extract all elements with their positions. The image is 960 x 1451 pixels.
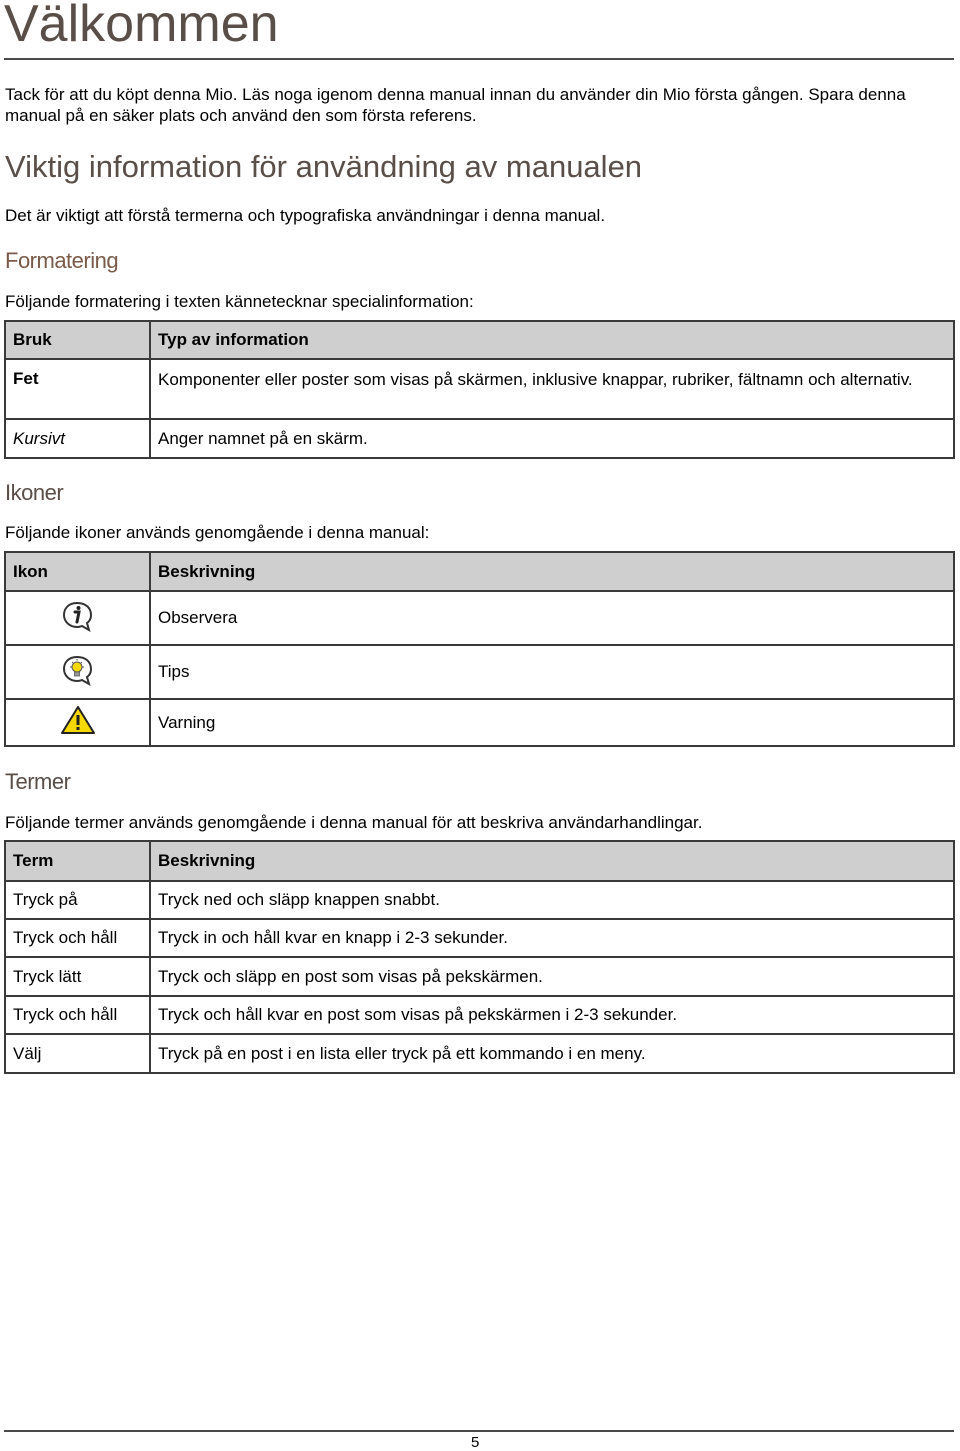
column-header-term: Term: [5, 841, 150, 881]
description-cell: Tryck och håll kvar en post som visas på pekskärmen i 2-3 sekunder.: [150, 996, 954, 1034]
page-number: 5: [471, 1434, 480, 1451]
description-cell: Tips: [150, 645, 954, 699]
description-cell: Tryck och släpp en post som visas på pekskärmen.: [150, 957, 954, 996]
term-cell: Tryck lätt: [5, 957, 150, 996]
table-row: [5, 919, 954, 957]
column-header-icon: Ikon: [5, 552, 150, 591]
table-row: [5, 699, 954, 746]
term-cell: Tryck på: [5, 881, 150, 919]
table-header-row: [5, 841, 954, 881]
terms-intro: Följande termer används genomgående i denna manual för att beskriva användarhandlingar.: [5, 813, 703, 832]
formatting-intro: Följande formatering i texten kännetecknar specialinformation:: [5, 292, 474, 311]
title-rule: [4, 58, 954, 60]
column-header-description: Beskrivning: [150, 841, 954, 881]
icons-table: [4, 551, 955, 747]
formatting-table: [4, 320, 955, 459]
formatting-heading: Formatering: [5, 248, 119, 273]
table-row: [5, 419, 954, 458]
table-header-row: [5, 321, 954, 359]
table-row: [5, 359, 954, 419]
icon-cell: [5, 645, 150, 699]
footer-rule: [4, 1430, 954, 1432]
info-cell: Anger namnet på en skärm.: [150, 419, 954, 458]
section-heading: Viktig information för användning av manualen: [5, 149, 643, 184]
description-cell: Tryck in och håll kvar en knapp i 2-3 sekunder.: [150, 919, 954, 957]
table-row: [5, 1034, 954, 1073]
term-cell: Tryck och håll: [5, 996, 150, 1034]
lightbulb-speech-bubble-icon: [61, 654, 95, 686]
section-text: Det är viktigt att förstå termerna och typografiska användningar i denna manual.: [5, 206, 606, 225]
usage-bold-cell: Fet: [5, 359, 150, 419]
icons-heading: Ikoner: [5, 480, 64, 505]
description-cell: Varning: [150, 699, 954, 746]
icon-cell: [5, 591, 150, 645]
warning-triangle-icon: [60, 705, 96, 735]
usage-italic-cell: Kursivt: [5, 419, 150, 458]
column-header-info: Typ av information: [150, 321, 954, 359]
description-cell: Observera: [150, 591, 954, 645]
column-header-description: Beskrivning: [150, 552, 954, 591]
info-cell: Komponenter eller poster som visas på skärmen, inklusive knappar, rubriker, fältnamn och alternativ.: [150, 359, 954, 419]
table-row: [5, 881, 954, 919]
icons-intro: Följande ikoner används genomgående i denna manual:: [5, 523, 430, 542]
table-row: [5, 996, 954, 1034]
table-row: [5, 645, 954, 699]
term-cell: Välj: [5, 1034, 150, 1073]
table-header-row: [5, 552, 954, 591]
table-row: [5, 957, 954, 996]
icon-cell: [5, 699, 150, 746]
page-title: Välkommen: [4, 0, 279, 53]
description-cell: Tryck ned och släpp knappen snabbt.: [150, 881, 954, 919]
intro-paragraph: Tack för att du köpt denna Mio. Läs noga igenom denna manual innan du använder din Mio första gången. Spara denna manual på en säker plats och använd den som första referens.: [5, 85, 906, 125]
info-speech-bubble-icon: [61, 600, 95, 632]
description-cell: Tryck på en post i en lista eller tryck på ett kommando i en meny.: [150, 1034, 954, 1073]
term-cell: Tryck och håll: [5, 919, 150, 957]
column-header-usage: Bruk: [5, 321, 150, 359]
terms-heading: Termer: [5, 769, 71, 794]
terms-table: [4, 840, 955, 1074]
table-row: [5, 591, 954, 645]
